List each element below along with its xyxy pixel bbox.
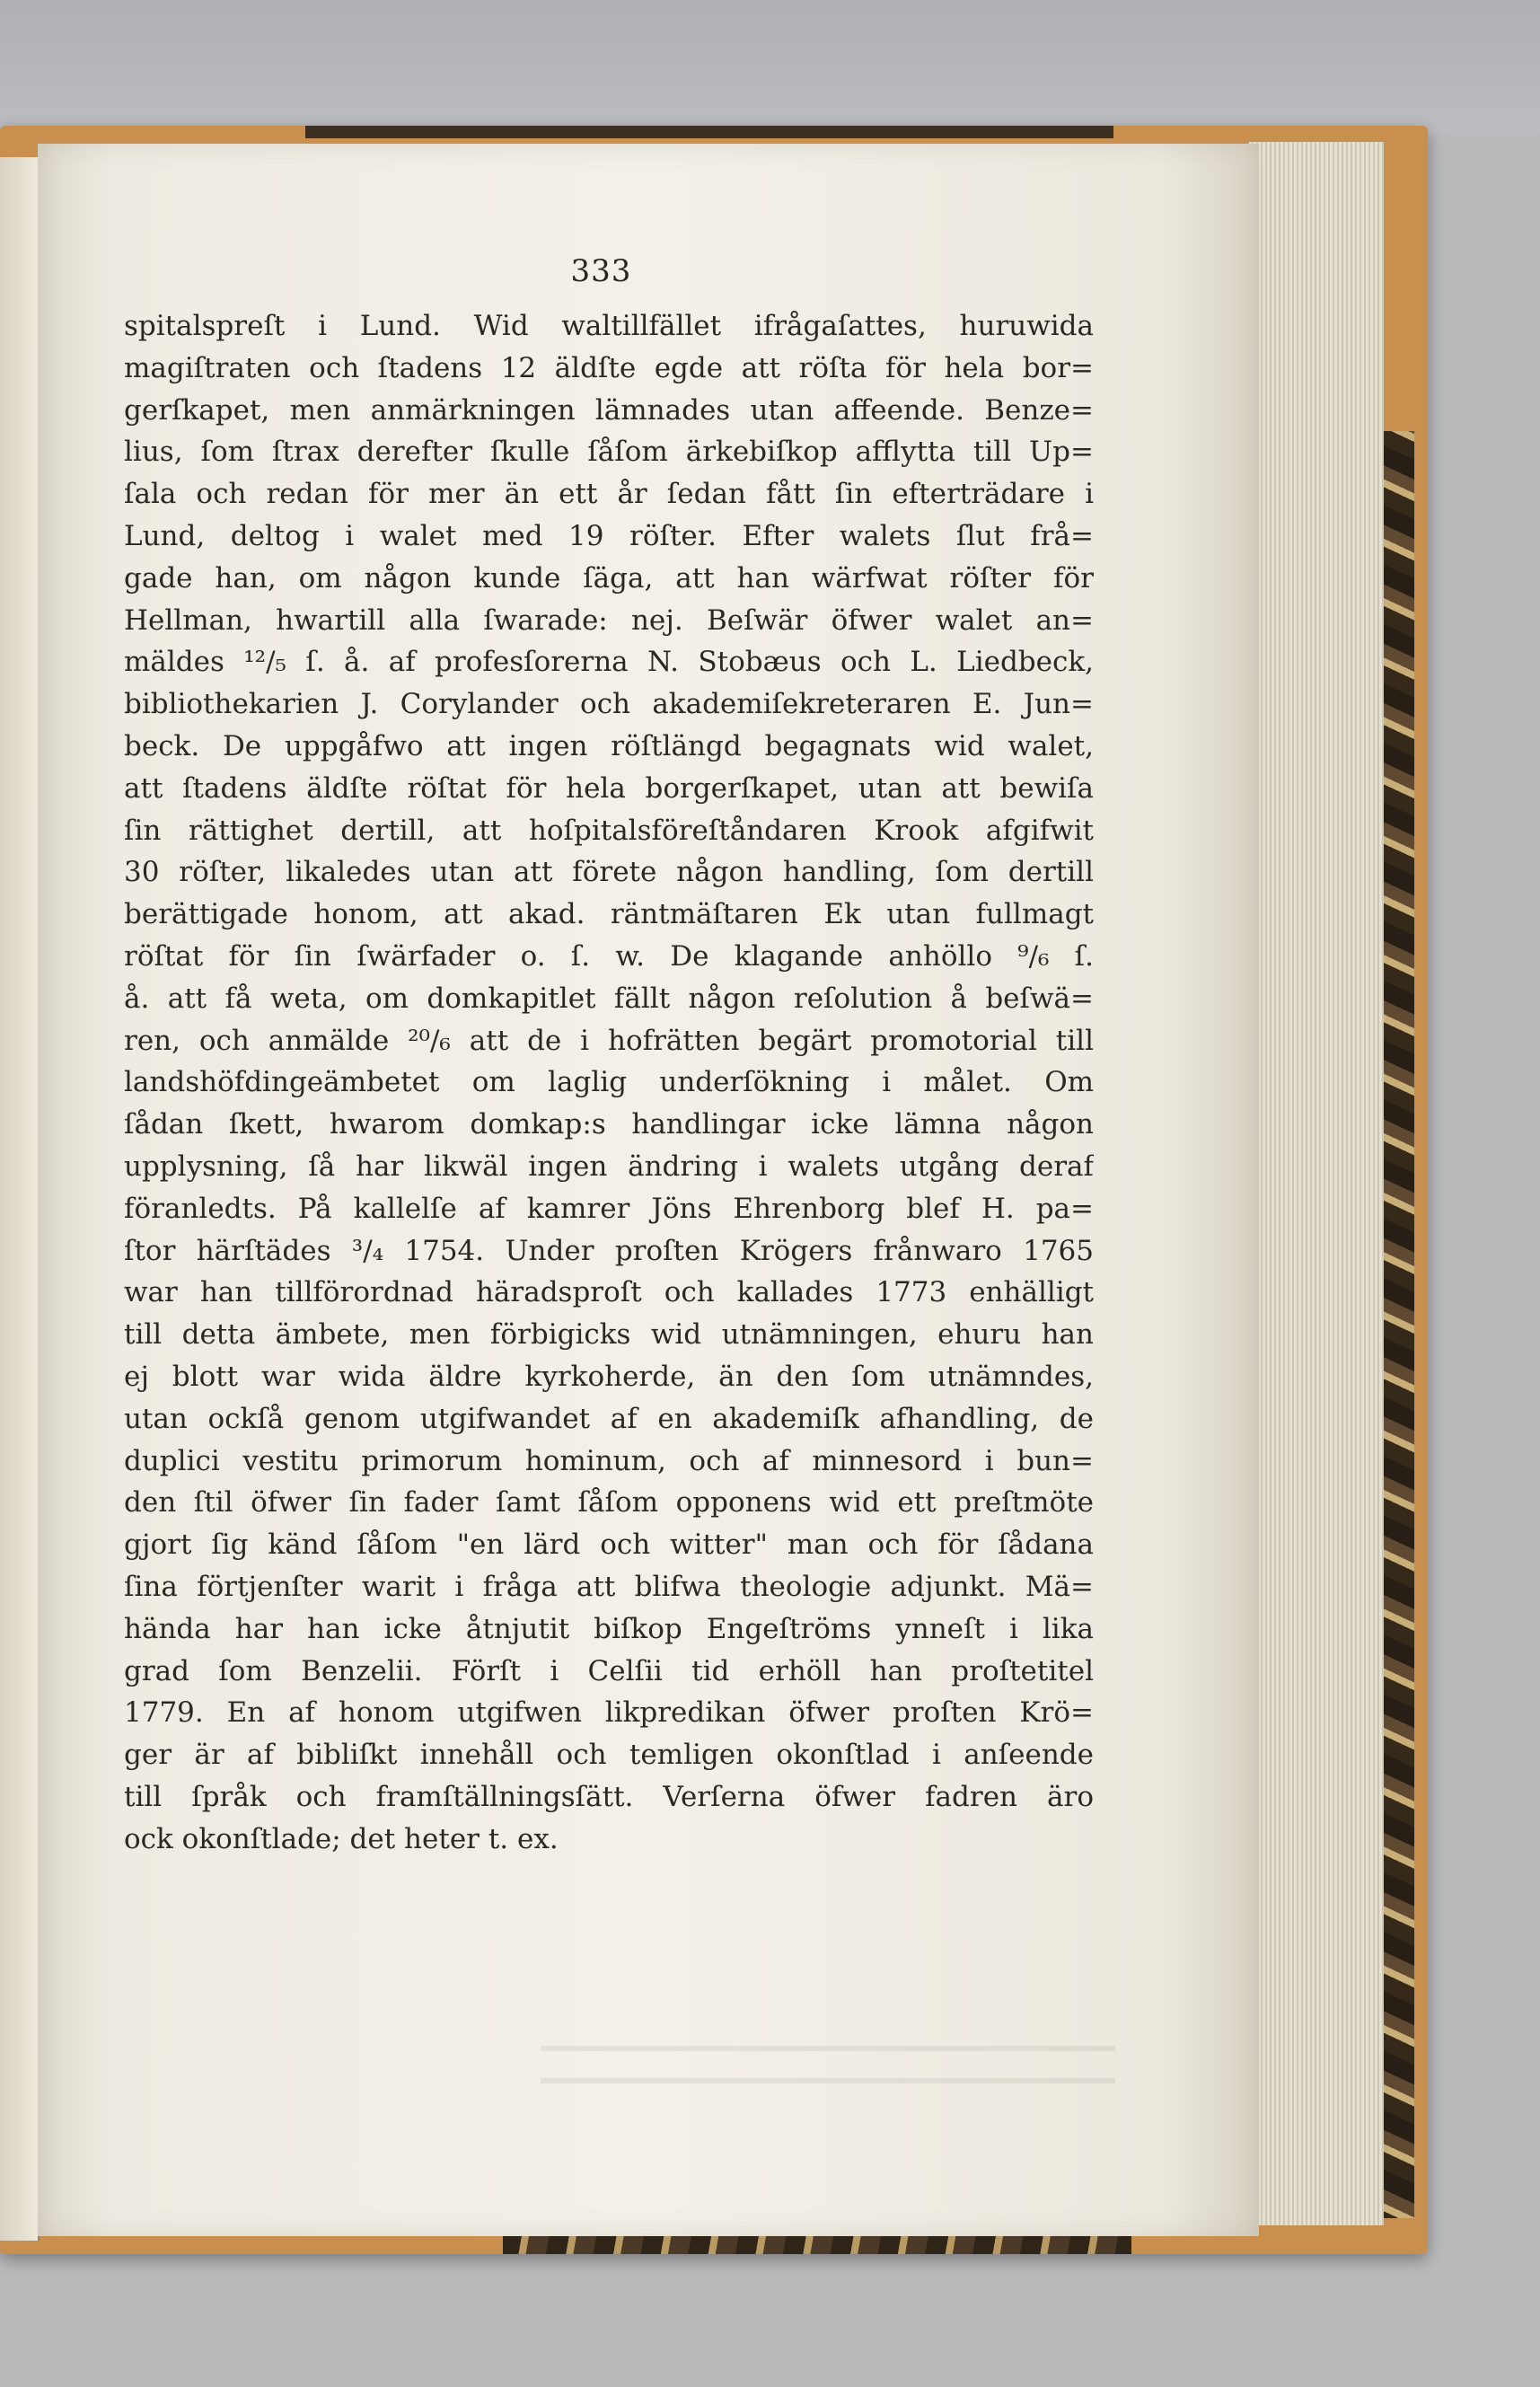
text-line: duplici vestitu primorum hominum, och af minnesord i bun=	[124, 1444, 1094, 1477]
page-number: 333	[570, 253, 632, 289]
show-through-text	[541, 2030, 1115, 2110]
photo-backdrop	[0, 0, 1540, 135]
text-line: ock okonſtlade; det heter t. ex.	[124, 1822, 559, 1855]
text-line: magiſtraten och ſtadens 12 äldſte egde att röſta för hela bor=	[124, 351, 1094, 384]
text-line: att ſtadens äldſte röſtat för hela borgerſkapet, utan att bewiſa	[124, 771, 1094, 805]
text-line: gade han, om någon kunde ſäga, att han wärfwat röſter för	[124, 561, 1094, 595]
book-page	[38, 144, 1259, 2236]
text-line: ſtor härſtädes ³/₄ 1754. Under proſten Krögers frånwaro 1765	[124, 1234, 1094, 1267]
text-line: ſala och redan för mer än ett år ſedan fått ſin efterträdare i	[124, 478, 1094, 511]
text-line: ſina förtjenſter warit i fråga att blifwa theologie adjunkt. Mä=	[124, 1570, 1094, 1603]
text-line: hända har han icke åtnjutit biſkop Engeſtröms ynneſt i lika	[124, 1612, 1094, 1645]
page-stack-edge	[1248, 142, 1384, 2225]
text-line: 30 röſter, likaledes utan att förete någon handling, ſom dertill	[124, 856, 1094, 889]
text-line: å. att få weta, om domkapitlet fällt någon reſolution å beſwä=	[124, 982, 1094, 1015]
text-line: gerſkapet, men anmärkningen lämnades utan affeende. Benze=	[124, 393, 1094, 427]
text-line: ſin rättighet dertill, att hoſpitalsföreſtåndaren Krook afgifwit	[124, 814, 1094, 847]
text-line: 1779. En af honom utgifwen likpredikan öfwer proſten Krö=	[124, 1696, 1094, 1730]
text-line: landshöfdingeämbetet om laglig underſökning i målet. Om	[124, 1066, 1094, 1099]
text-line: ger är af bibliſkt innehåll och temligen okonſtlad i anſeende	[124, 1739, 1094, 1772]
text-line: utan ockſå genom utgifwandet af en akademiſk afhandling, de	[124, 1402, 1094, 1435]
cover-top-edge	[305, 126, 1113, 138]
text-line: beck. De uppgåfwo att ingen röſtlängd begagnats wid walet,	[124, 729, 1094, 762]
text-line: ej blott war wida äldre kyrkoherde, än den ſom utnämndes,	[124, 1360, 1094, 1393]
text-line: till ſpråk och framſtällningsſätt. Verſerna öfwer fadren äro	[124, 1780, 1094, 1813]
text-line: föranledts. På kallelſe af kamrer Jöns Ehrenborg blef H. pa=	[124, 1192, 1094, 1225]
text-line: spitalspreſt i Lund. Wid waltillfället ifrågaſattes, huruwida	[124, 310, 1094, 342]
text-line: ſådan ſkett, hwarom domkap:s handlingar icke lämna någon	[124, 1108, 1094, 1141]
text-line: mäldes ¹²/₅ ſ. å. af profesſorerna N. Stobæus och L. Liedbeck,	[124, 646, 1094, 679]
text-line: bibliothekarien J. Corylander och akademiſekreteraren E. Jun=	[124, 688, 1094, 721]
text-line: lius, ſom ſtrax derefter ſkulle ſåſom ärkebiſkop afflytta till Up=	[124, 436, 1094, 469]
text-line: Lund, deltog i walet med 19 röſter. Efter walets ſlut frå=	[124, 519, 1094, 552]
text-line: grad ſom Benzelii. Förſt i Celſii tid erhöll han proſtetitel	[124, 1654, 1094, 1687]
text-line: berättigade honom, att akad. räntmäſtaren Ek utan fullmagt	[124, 898, 1094, 931]
text-line: den ſtil öfwer ſin fader ſamt ſåſom opponens wid ett preſtmöte	[124, 1486, 1094, 1519]
body-text	[124, 305, 1094, 1860]
facing-page-edge	[0, 157, 40, 2241]
text-line: war han tillförordnad häradsproſt och kallades 1773 enhälligt	[124, 1276, 1094, 1309]
text-line: upplysning, ſå har likwäl ingen ändring i walets utgång deraf	[124, 1149, 1094, 1183]
text-line: ren, och anmälde ²⁰/₆ att de i hofrätten begärt promotorial till	[124, 1024, 1094, 1057]
text-line: gjort ſig känd ſåſom "en lärd och witter" man och för ſådana	[124, 1528, 1094, 1562]
text-line: Hellman, hwartill alla ſwarade: nej. Beſwär öfwer walet an=	[124, 603, 1094, 637]
text-line: röſtat för ſin ſwärfader o. ſ. w. De klagande anhöllo ⁹/₆ ſ.	[124, 939, 1094, 973]
text-line: till detta ämbete, men förbigicks wid utnämningen, ehuru han	[124, 1318, 1094, 1352]
